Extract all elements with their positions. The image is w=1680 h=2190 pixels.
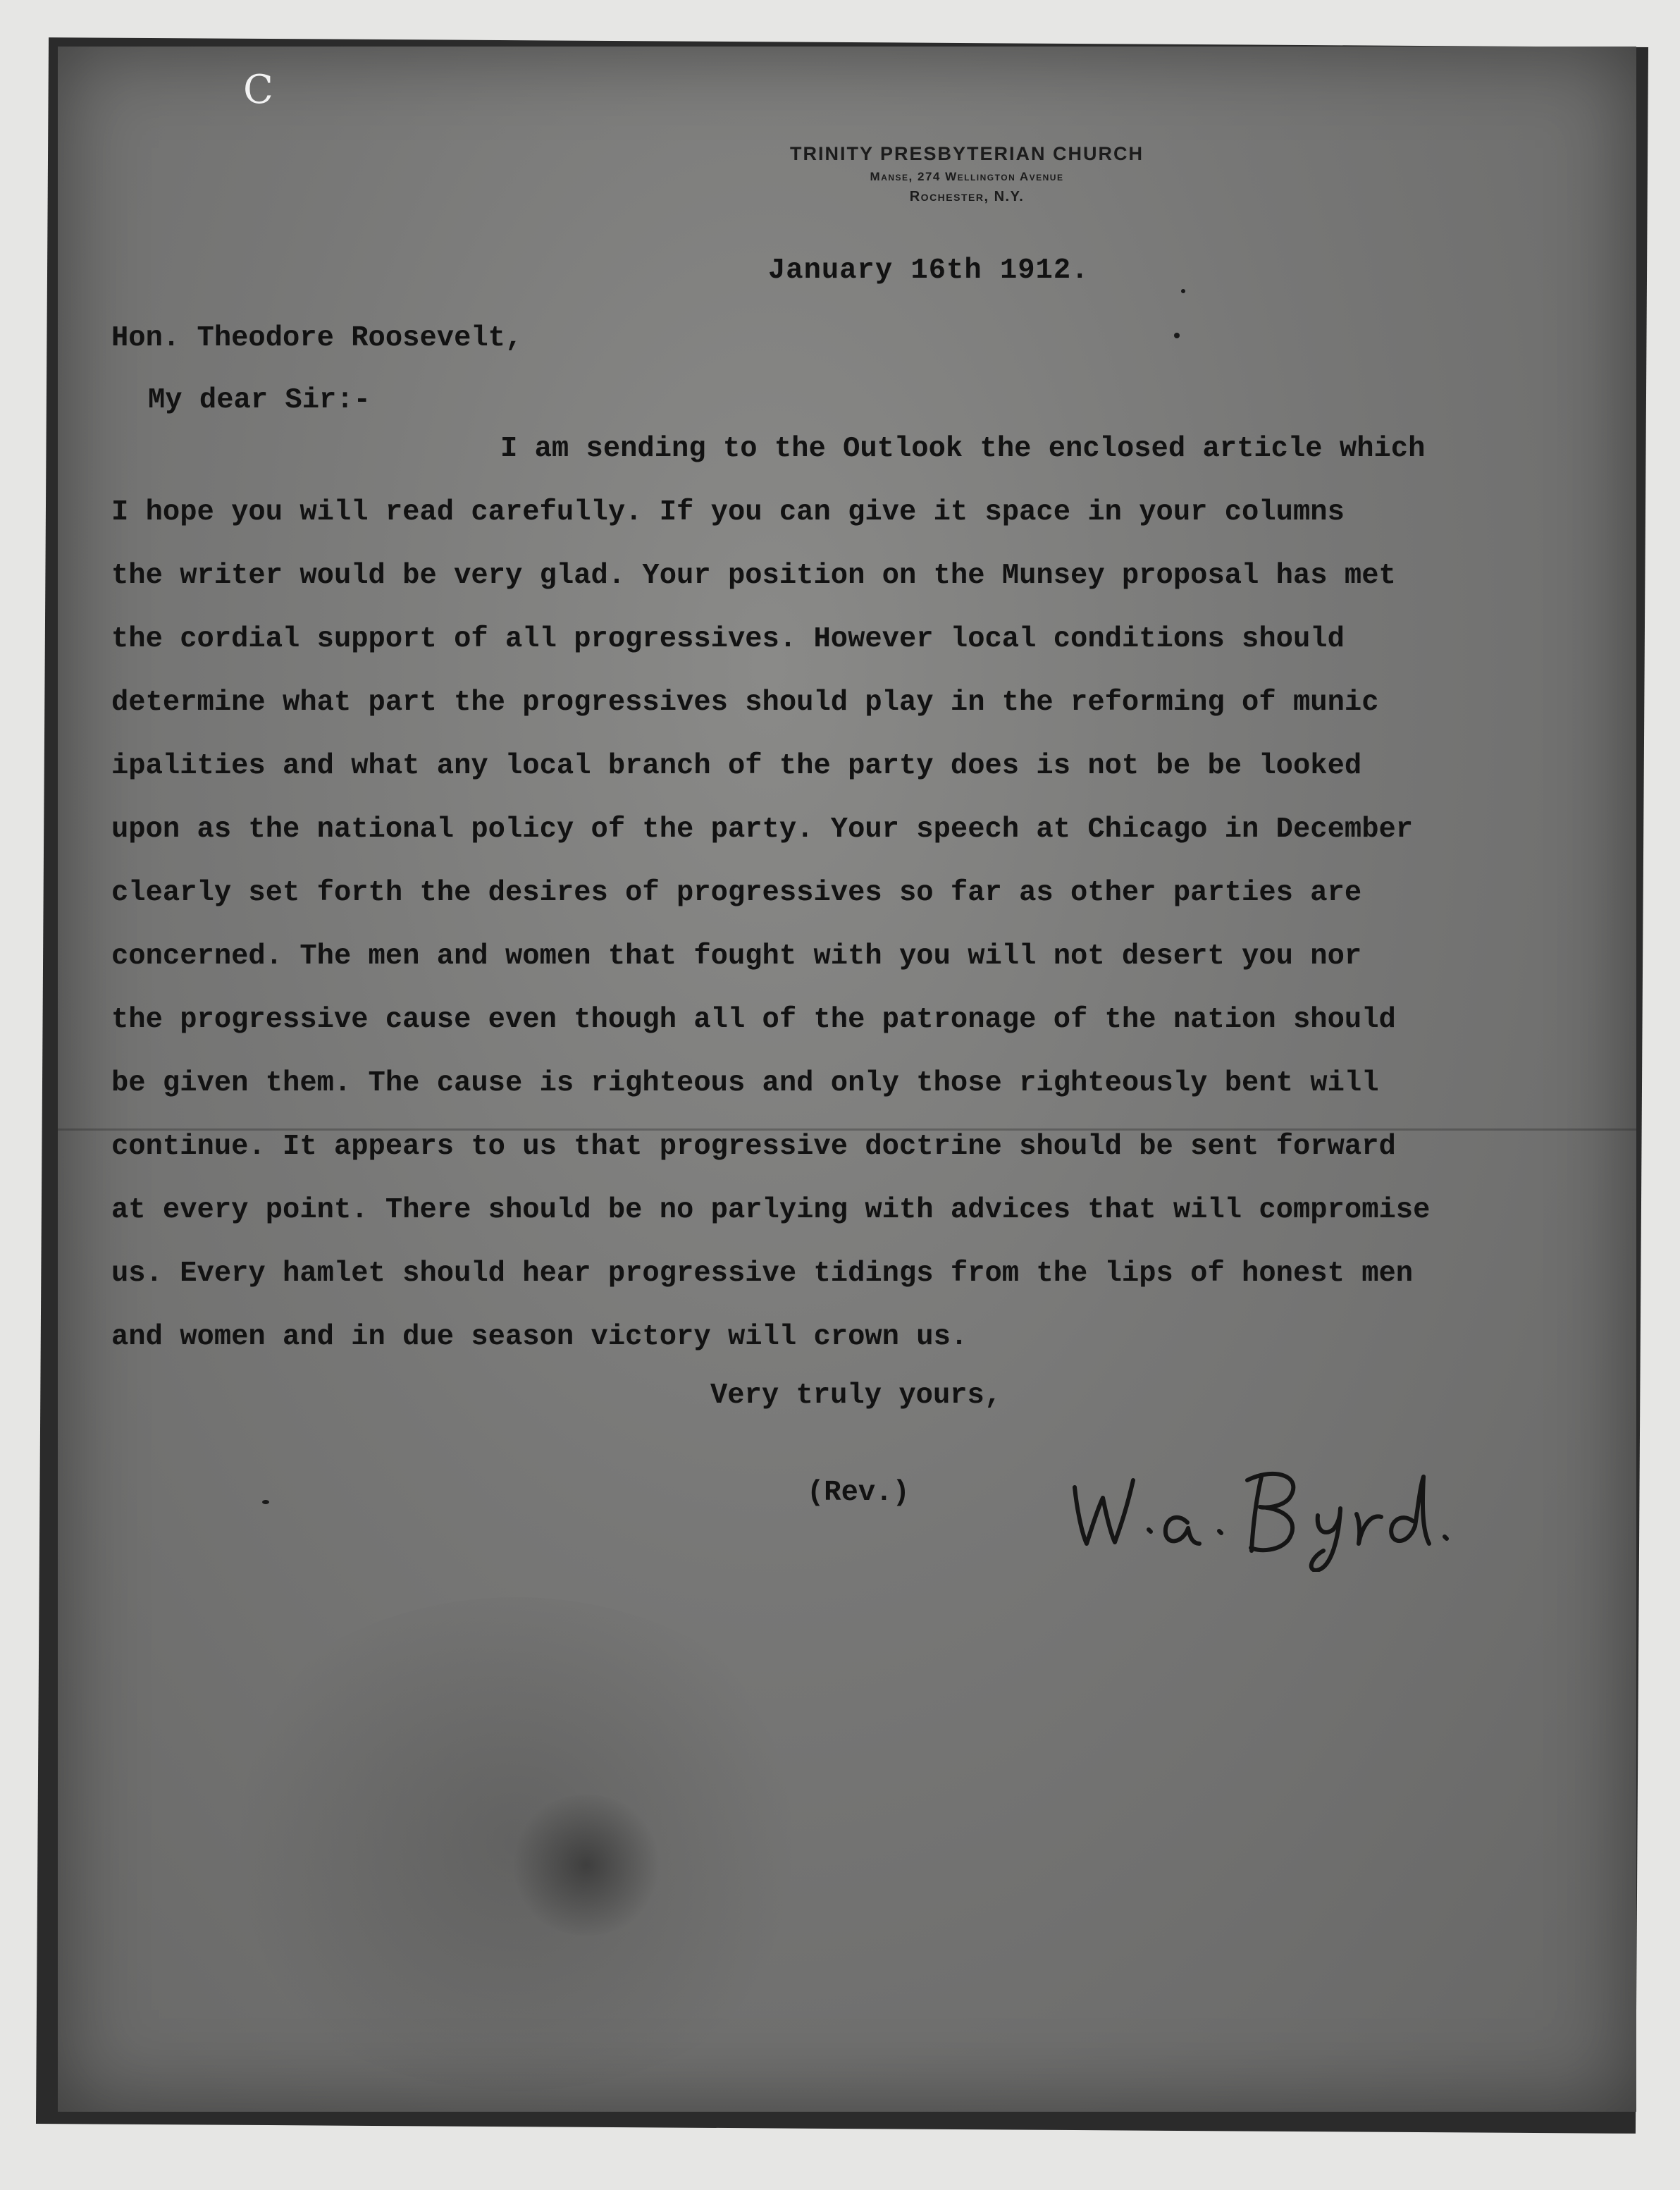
letterhead-address: Manse, 274 Wellington Avenue — [870, 170, 1064, 183]
letterhead-org: TRINITY PRESBYTERIAN CHURCH — [789, 143, 1144, 164]
letterhead-city: Rochester, N.Y. — [909, 189, 1025, 204]
ink-blot — [509, 1795, 664, 1936]
body-line: and women and in due season victory will crown us. — [111, 1321, 968, 1353]
body-line: upon as the national policy of the party. Your speech at Chicago in December — [111, 813, 1414, 846]
letter-date: January 16th 1912. — [768, 254, 1089, 287]
recipient: Hon. Theodore Roosevelt, — [111, 322, 523, 355]
closing: Very truly yours, — [710, 1379, 1002, 1412]
body-line: at every point. There should be no parlying with advices that will compromise — [111, 1194, 1431, 1226]
letter-body — [111, 417, 1591, 1369]
body-line: continue. It appears to us that progressive doctrine should be sent forward — [111, 1131, 1396, 1163]
body-line: be given them. The cause is righteous and only those righteously bent will — [111, 1067, 1379, 1100]
body-line: the progressive cause even though all of the patronage of the nation should — [111, 1004, 1396, 1036]
body-line: clearly set forth the desires of progressives so far as other parties are — [111, 877, 1362, 909]
margin-mark: C — [243, 67, 273, 113]
letterhead — [0, 140, 1680, 207]
body-line: the cordial support of all progressives. However local conditions should — [111, 623, 1345, 656]
speck — [262, 1500, 269, 1504]
body-line: I hope you will read carefully. If you can give it space in your columns — [111, 496, 1345, 529]
handwritten-signature — [1008, 1438, 1501, 1572]
body-line: the writer would be very glad. Your position on the Munsey proposal has met — [111, 560, 1396, 592]
body-line: concerned. The men and women that fought with you will not desert you nor — [111, 940, 1362, 973]
body-line: ipalities and what any local branch of the party does is not be be looked — [111, 750, 1362, 782]
salutation: My dear Sir:- — [148, 384, 371, 417]
body-line: determine what part the progressives should play in the reforming of munic — [111, 687, 1379, 719]
speck — [1181, 289, 1185, 293]
title-prefix: (Rev.) — [807, 1477, 910, 1509]
speck — [1174, 333, 1180, 338]
body-line: us. Every hamlet should hear progressive tidings from the lips of honest men — [111, 1257, 1414, 1290]
body-line: I am sending to the Outlook the enclosed article which — [500, 433, 1426, 465]
